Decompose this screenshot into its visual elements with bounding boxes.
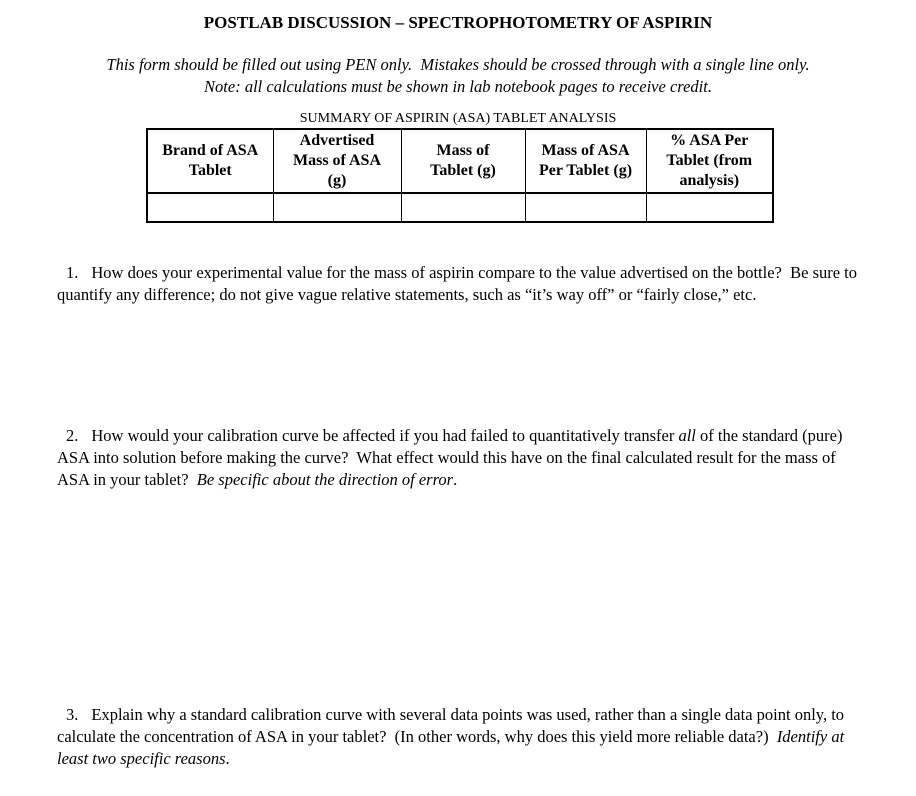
question-1 (57, 262, 863, 306)
question-1-number: 1. (66, 263, 79, 282)
table-cell-advertised-mass (273, 193, 401, 222)
header-cell-asa-mass-per-tablet: Mass of ASA Per Tablet (g) (525, 129, 646, 193)
question-3-text-segment: Explain why a standard calibration curve with several data points was used, rather than a single data point only, to calculate the concentration of ASA in your tablet? (In other words, why does this yield more reliable data?) (57, 705, 849, 746)
question-2-text-segment: of the standard (pure) ASA into solution before making the curve? What effect would this have on the final calculated result for the mass of ASA in your tablet? (57, 426, 846, 489)
question-2-text-segment: Be specific about the direction of error (196, 470, 454, 489)
table-cell-percent-asa (646, 193, 773, 222)
header-cell-percent-asa: % ASA Per Tablet (from analysis) (646, 129, 773, 193)
question-2-text-segment: all (678, 426, 696, 445)
page-title: POSTLAB DISCUSSION – SPECTROPHOTOMETRY OF ASPIRIN (203, 13, 713, 32)
question-3-text-segment: . (225, 749, 230, 768)
question-2-text-segment: How would your calibration curve be affected if you had failed to quantitatively transfer (91, 426, 679, 445)
header-cell-brand: Brand of ASA Tablet (147, 129, 273, 193)
table-cell-tablet-mass (401, 193, 525, 222)
question-2 (57, 425, 863, 491)
question-3 (57, 704, 863, 770)
table-caption: SUMMARY OF ASPIRIN (ASA) TABLET ANALYSIS (299, 111, 617, 126)
table-row (147, 193, 773, 222)
summary-table (146, 128, 774, 223)
header-cell-tablet-mass: Mass of Tablet (g) (401, 129, 525, 193)
question-3-number: 3. (66, 705, 79, 724)
form-instructions (0, 54, 916, 98)
question-2-text-segment: . (453, 470, 458, 489)
instructions-line-1: This form should be filled out using PEN only. Mistakes should be crossed through with a single line only. (106, 55, 810, 74)
table-cell-asa-mass-per-tablet (525, 193, 646, 222)
question-2-number: 2. (66, 426, 79, 445)
question-3-text-segment: Identify at least two specific reasons (57, 727, 849, 768)
question-1-text: How does your experimental value for the mass of aspirin compare to the value advertised on the bottle? Be sure to quantify any difference; do not give vague relative statements, such as “it’s way off” or “fairly close,” etc. (57, 263, 862, 304)
table-cell-brand (147, 193, 273, 222)
header-cell-advertised-mass: Advertised Mass of ASA (g) (273, 129, 401, 193)
table-header-row (147, 129, 773, 193)
instructions-line-2: Note: all calculations must be shown in lab notebook pages to receive credit. (204, 77, 712, 96)
